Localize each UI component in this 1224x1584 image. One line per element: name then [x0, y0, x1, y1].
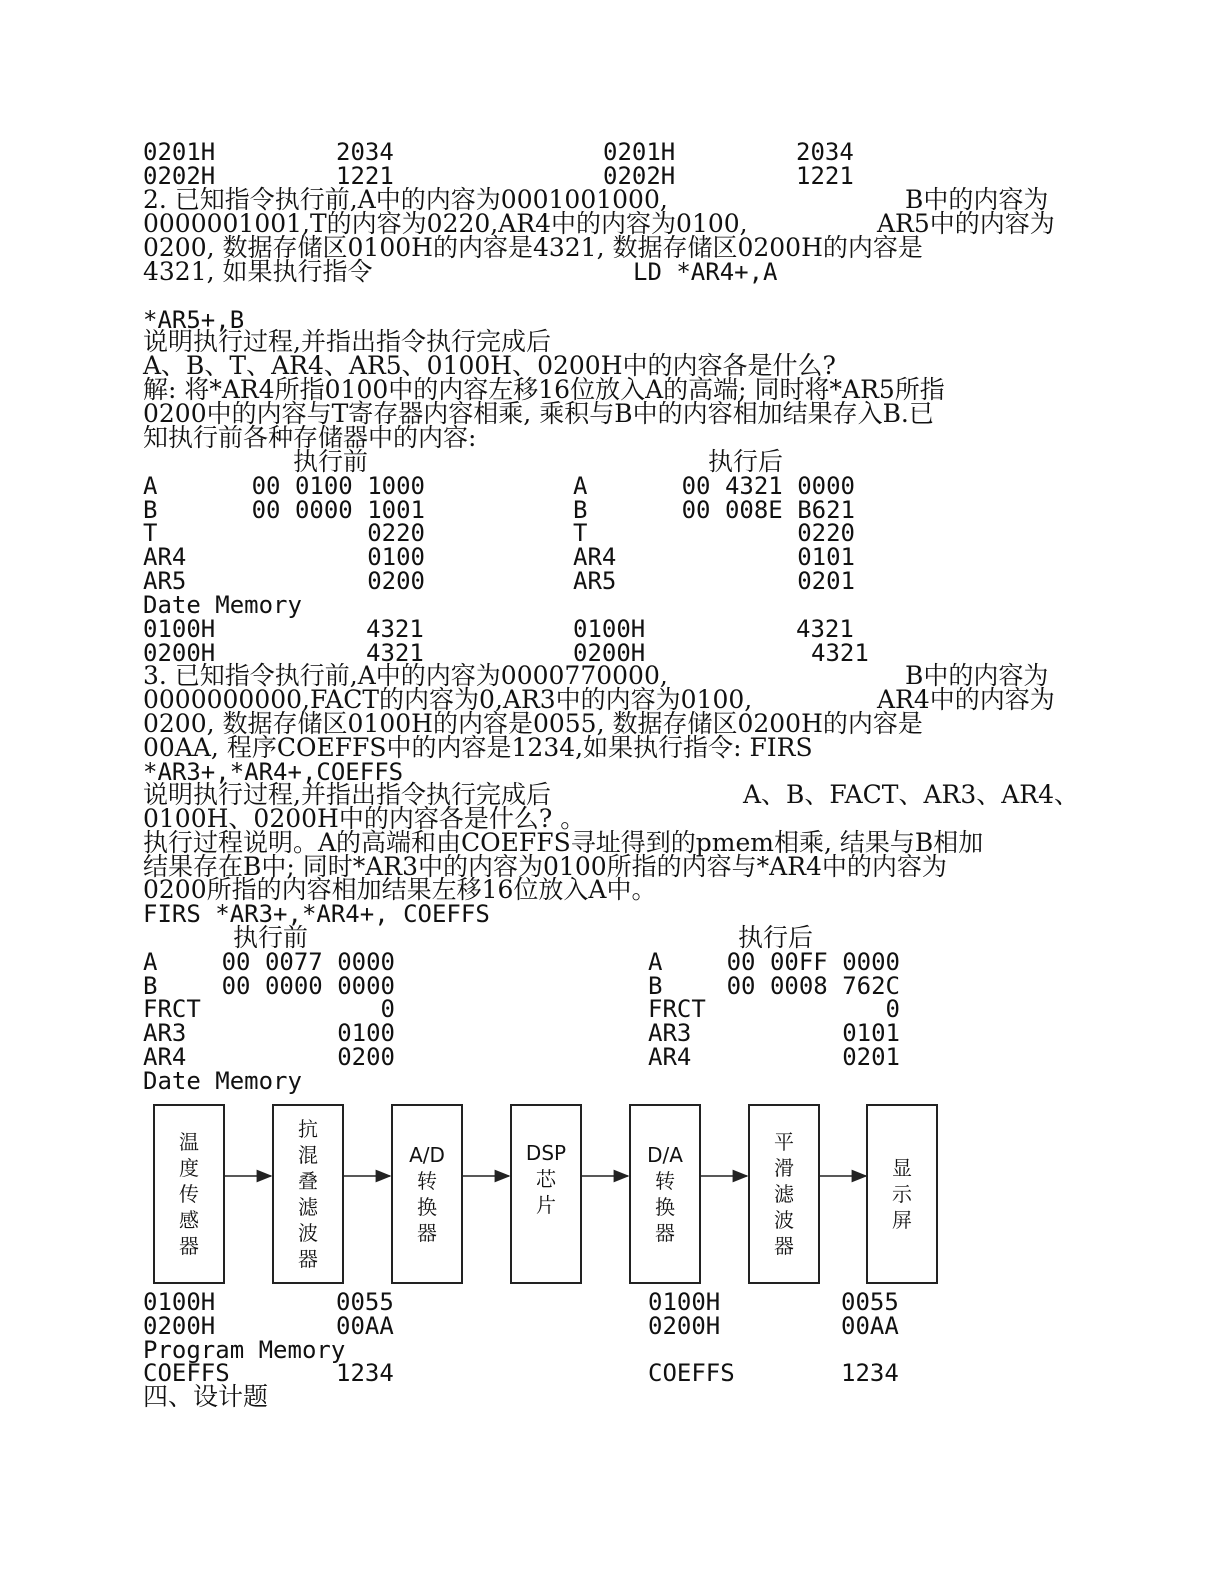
q3-reg-after: 00 00FF 0000 [726, 948, 900, 976]
q2-reg-name: AR5 [143, 567, 187, 595]
q2-line7: A、B、T、AR4、AR5、0100H、0200H中的内容各是什么? [143, 351, 836, 380]
block-text: 滑 [774, 1156, 794, 1180]
q2-reg-name: AR4 [143, 543, 187, 571]
block-text: 波 [774, 1208, 794, 1232]
block-text: 转 [417, 1169, 437, 1193]
block-smoothing-filter [748, 1104, 820, 1284]
q3-mem-addr: 0100H [143, 1288, 216, 1316]
q3-mem-val: 00AA [336, 1312, 394, 1340]
section-heading-design: 四、设计题 [143, 1382, 269, 1411]
q2-line1-right: B中的内容为 [905, 185, 1049, 214]
q3-mem-addr: 0200H [143, 1312, 216, 1340]
q2-mem-addr-after: 0100H [573, 615, 646, 643]
q3-explain-3: 0200所指的内容相加结果左移16位放入A中。 [143, 875, 657, 904]
q3-reg-after: 00 0008 762C [726, 972, 900, 1000]
q3-reg-name: AR4 [143, 1043, 187, 1071]
top-row-1-val-after: 2034 [796, 138, 854, 166]
q3-line3: 0200, 数据存储区0100H的内容是0055, 数据存储区0200H的内容是 [143, 709, 923, 738]
block-text: DSP [525, 1141, 567, 1165]
q3-line6: 说明执行过程,并指出指令执行完成后 [143, 780, 551, 809]
q3-program-memory-label: Program Memory [143, 1336, 346, 1364]
block-text: 度 [179, 1156, 199, 1180]
q2-reg-before: 0100 [367, 543, 425, 571]
q2-reg-name-after: AR4 [573, 543, 617, 571]
q2-reg-name-after: B [573, 496, 588, 524]
q3-reg-name: FRCT [143, 995, 201, 1023]
q2-reg-name-after: AR5 [573, 567, 617, 595]
q3-reg-name: AR3 [143, 1019, 187, 1047]
q2-reg-after: 00 4321 0000 [681, 472, 855, 500]
block-text: 叠 [298, 1169, 318, 1193]
q2-mem-val: 4321 [366, 639, 424, 667]
q3-prog-val: 1234 [336, 1359, 394, 1387]
q3-reg-after: 0201 [842, 1043, 900, 1071]
q3-reg-name-after: A [648, 948, 663, 976]
q3-line7: 0100H、0200H中的内容各是什么? 。 [143, 804, 586, 833]
q2-mem-addr: 0100H [143, 615, 216, 643]
q3-mem-val: 0055 [336, 1288, 394, 1316]
block-text: 感 [179, 1208, 199, 1232]
top-row-1-addr: 0201H [143, 138, 216, 166]
q3-reg-before: 00 0000 0000 [221, 972, 395, 1000]
q3-line5: *AR3+,*AR4+,COEFFS [143, 758, 404, 786]
q2-line1: 2. 已知指令执行前,A中的内容为0001001000, [143, 185, 668, 214]
q2-reg-before: 0200 [367, 567, 425, 595]
block-da-converter [629, 1104, 701, 1284]
block-text: 滤 [774, 1182, 794, 1206]
q3-line2: 0000000000,FACT的内容为0,AR3中的内容为0100, [143, 685, 753, 714]
top-row-1-val: 2034 [336, 138, 394, 166]
q2-line6: 说明执行过程,并指出指令执行完成后 [143, 327, 551, 356]
block-temperature-sensor [153, 1104, 225, 1284]
top-row-2-addr: 0202H [143, 162, 216, 190]
q2-answer-1: 解: 将*AR4所指0100中的内容左移16位放入A的高端; 同时将*AR5所指 [143, 375, 945, 404]
q3-line1: 3. 已知指令执行前,A中的内容为0000770000, [143, 661, 668, 690]
block-text: 抗 [298, 1117, 318, 1141]
block-text: 传 [179, 1182, 199, 1206]
q2-instruction: LD *AR4+,A [633, 258, 778, 286]
top-row-2-addr-after: 0202H [603, 162, 676, 190]
q2-reg-name-after: A [573, 472, 588, 500]
q3-reg-before: 0100 [337, 1019, 395, 1047]
block-text: 混 [298, 1143, 318, 1167]
q3-prog-val-after: 1234 [841, 1359, 899, 1387]
q2-reg-name: A [143, 472, 158, 500]
q3-mem-addr-after: 0100H [648, 1288, 721, 1316]
top-row-2-val-after: 1221 [796, 162, 854, 190]
block-text: 换 [417, 1195, 437, 1219]
q2-reg-after: 0220 [797, 519, 855, 547]
block-text: A/D [409, 1143, 445, 1167]
q3-reg-name-after: FRCT [648, 995, 706, 1023]
q3-mem-val-after: 0055 [841, 1288, 899, 1316]
q2-reg-before: 00 0100 1000 [251, 472, 425, 500]
q2-mem-addr-after: 0200H [573, 639, 646, 667]
q3-mem-addr-after: 0200H [648, 1312, 721, 1340]
q2-mem-val: 4321 [366, 615, 424, 643]
q2-reg-after: 0201 [797, 567, 855, 595]
q2-after-heading: 执行后 [708, 447, 784, 476]
q3-instruction: FIRS *AR3+,*AR4+, COEFFS [143, 900, 490, 928]
q2-before-heading: 执行前 [293, 447, 369, 476]
block-anti-alias-filter [272, 1104, 344, 1284]
block-text: 器 [655, 1221, 675, 1245]
q2-reg-name: B [143, 496, 158, 524]
q2-reg-name-after: T [573, 519, 588, 547]
block-text: 示 [892, 1182, 912, 1206]
q3-reg-name: A [143, 948, 158, 976]
q3-mem-val-after: 00AA [841, 1312, 899, 1340]
q3-before-heading: 执行前 [233, 923, 309, 952]
q2-line2: 0000001001,T的内容为0220,AR4中的内容为0100, [143, 209, 748, 238]
block-text: 屏 [892, 1208, 912, 1232]
q3-after-heading: 执行后 [738, 923, 814, 952]
top-row-1-addr-after: 0201H [603, 138, 676, 166]
block-text: 转 [655, 1169, 675, 1193]
q3-reg-before: 0200 [337, 1043, 395, 1071]
block-text: 换 [655, 1195, 675, 1219]
block-text: 片 [536, 1193, 556, 1217]
block-text: 显 [892, 1156, 912, 1180]
block-text: 器 [417, 1221, 437, 1245]
q3-line2-right: AR4中的内容为 [877, 685, 1055, 714]
block-text: 器 [298, 1247, 318, 1271]
q3-reg-name-after: AR4 [648, 1043, 692, 1071]
block-text: 波 [298, 1221, 318, 1245]
q3-reg-before: 00 0077 0000 [221, 948, 395, 976]
q3-reg-after: 0101 [842, 1019, 900, 1047]
q2-mem-val-after: 4321 [811, 639, 869, 667]
q3-prog-addr-after: COEFFS [648, 1359, 735, 1387]
block-text: 芯 [536, 1167, 556, 1191]
q2-answer-2: 0200中的内容与T寄存器内容相乘, 乘积与B中的内容相加结果存入B.已 [143, 399, 934, 428]
q2-line5: *AR5+,B [143, 306, 245, 334]
block-text: D/A [647, 1143, 683, 1167]
q2-line3: 0200, 数据存储区0100H的内容是4321, 数据存储区0200H的内容是 [143, 233, 923, 262]
block-text: 滤 [298, 1195, 318, 1219]
q3-line4: 00AA, 程序COEFFS中的内容是1234,如果执行指令: FIRS [143, 733, 813, 762]
q3-reg-name-after: B [648, 972, 663, 1000]
q3-reg-after: 0 [885, 995, 900, 1023]
q2-reg-before: 00 0000 1001 [251, 496, 425, 524]
q2-mem-addr: 0200H [143, 639, 216, 667]
q2-reg-before: 0220 [367, 519, 425, 547]
q2-reg-name: T [143, 519, 158, 547]
q2-line4: 4321, 如果执行指令 [143, 257, 373, 286]
q2-answer-3: 知执行前各种存储器中的内容: [143, 423, 477, 452]
top-row-2-val: 1221 [336, 162, 394, 190]
q3-prog-addr: COEFFS [143, 1359, 230, 1387]
q3-explain-2: 结果存在B中; 同时*AR3中的内容为0100所指的内容与*AR4中的内容为 [143, 852, 947, 881]
block-text: 平 [774, 1130, 794, 1154]
q2-reg-after: 00 008E B621 [681, 496, 855, 524]
q3-reg-name-after: AR3 [648, 1019, 692, 1047]
q2-reg-after: 0101 [797, 543, 855, 571]
q3-line6-right: A、B、FACT、AR3、AR4、 [743, 780, 1080, 809]
q3-reg-before: 0 [380, 995, 395, 1023]
q3-line1-right: B中的内容为 [905, 661, 1049, 690]
block-text: 器 [179, 1234, 199, 1258]
block-display-screen [866, 1104, 938, 1284]
q3-memory-label: Date Memory [143, 1067, 302, 1095]
block-text: 器 [774, 1234, 794, 1258]
q2-mem-val-after: 4321 [796, 615, 854, 643]
q2-memory-label: Date Memory [143, 591, 302, 619]
block-dsp-chip [510, 1104, 582, 1284]
q3-explain-1: 执行过程说明。A的高端和由COEFFS寻址得到的pmem相乘, 结果与B相加 [143, 828, 984, 857]
block-ad-converter [391, 1104, 463, 1284]
q3-reg-name: B [143, 972, 158, 1000]
q2-line2-right: AR5中的内容为 [877, 209, 1055, 238]
block-text: 温 [179, 1130, 199, 1154]
